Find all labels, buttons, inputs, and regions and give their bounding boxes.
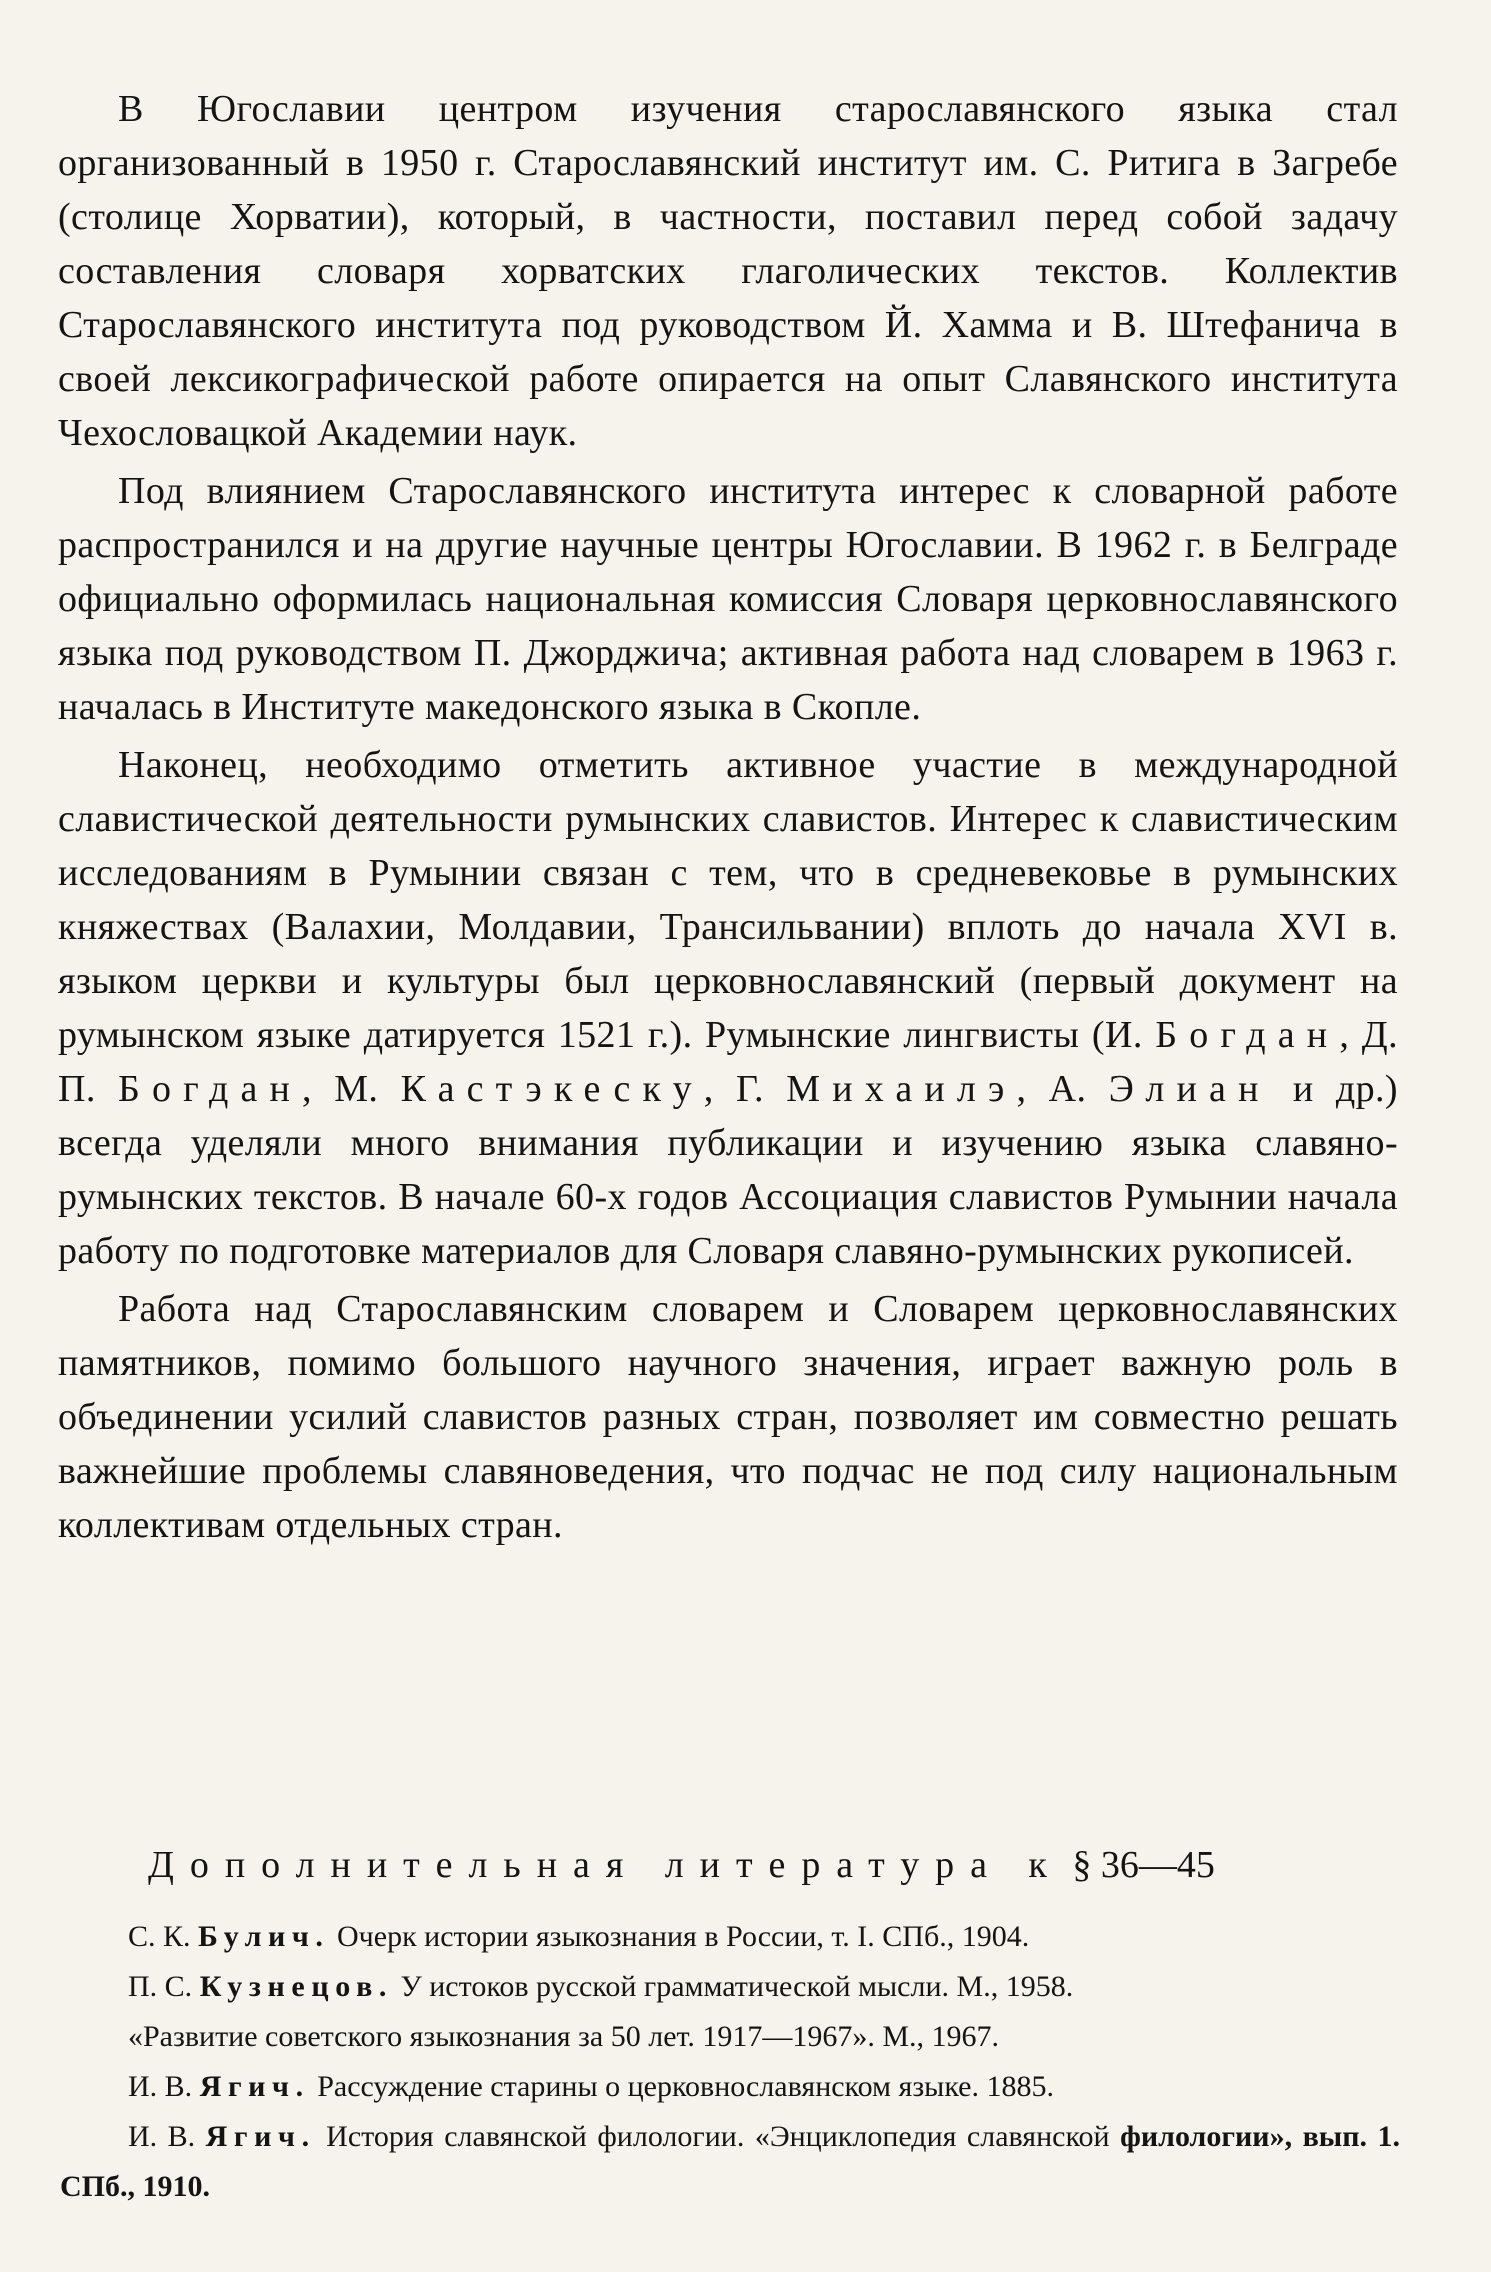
reference-author: Ягич. — [205, 2120, 316, 2153]
paragraph-romania-part-5: , А. — [1016, 1068, 1109, 1110]
spaced-name-elian: Элиан — [1108, 1068, 1271, 1110]
reference-author: Ягич. — [199, 2070, 310, 2103]
reference-initials: С. К. — [128, 1920, 199, 1953]
spaced-name-kastekesku: Кастэкеску — [400, 1068, 704, 1110]
paragraph-staroslav-influence: Под влиянием Старославянского института интерес к словарной работе распространился и на другие научные центры Югославии. В 1962 г. в Белграде официально оформилась национальная комиссия Словаря церковнославянского языка под руководством П. Джорджича; активная работа над словарем в 1963 г. началась в Институте македонского языка в Скопле. — [58, 470, 1398, 728]
reference-item — [60, 2112, 1400, 2212]
heading-section-ref: § 36—45 — [1072, 1844, 1215, 1886]
section-heading — [148, 1838, 1398, 1892]
paragraph-romania — [58, 738, 1398, 1278]
paragraph-romania-part-4: , Г. — [703, 1068, 787, 1110]
paragraph-romania-part-3: , М. — [302, 1068, 401, 1110]
reference-initials: П. С. — [128, 1970, 200, 2003]
spaced-name-mihaile: Михаилэ — [786, 1068, 1017, 1110]
reference-item — [60, 1912, 1400, 1962]
reference-publication: филологии», вып. 1. СПб., 1910. — [60, 2120, 1400, 2203]
paragraph-conclusion: Работа над Старославянским словарем и Словарем церковнославянских памятников, помимо большого научного значения, играет важную роль в объединении усилий славистов разных стран, позволяет им совместно решать важнейшие проблемы славяноведения, что подчас не под силу национальным коллективам отдельных стран. — [58, 1288, 1398, 1546]
reference-author: Кузнецов. — [199, 1970, 393, 2003]
reference-item — [60, 2062, 1400, 2112]
reference-initials: И. В. — [128, 2120, 206, 2153]
reference-title: История славянской филологии. «Энциклопедия славянской — [315, 2120, 1121, 2153]
reference-title: Рассуждение старины о церковнославянском языке. 1885. — [309, 2070, 1054, 2103]
reference-initials: И. В. — [128, 2070, 200, 2103]
paragraph-romania-part-6: и др.) всегда уделяли много внимания публикации и изучению языка славяно-румынских текстов. В начале 60-х годов Ассоциация славистов Румынии начала работу по подготовке материалов для Словаря славяно-румынских рукописей. — [58, 1068, 1398, 1272]
reference-item — [60, 2012, 1400, 2062]
paragraph-yugoslavia: В Югославии центром изучения старославянского языка стал организованный в 1950 г. Старославянский институт им. С. Ритига в Загребе (столице Хорватии), который, в частности, поставил перед собой задачу составления словаря хорватских глаголических текстов. Коллектив Старославянского института под руководством Й. Хамма и В. Штефанича в своей лексикографической работе опирается на опыт Славянского института Чехословацкой Академии наук. — [58, 88, 1398, 454]
paragraph-romania-part-1: Наконец, необходимо отметить активное участие в международной славистической деятельности румынских славистов. Интерес к славистическим исследованиям в Румынии связан с тем, что в средневековье в румынских княжествах (Валахии, Молдавии, Трансильвании) вплоть до начала XVI в. языком церкви и культуры был церковнославянский (первый документ на румынском языке датируется 1521 г.). Румынские лингвисты (И. — [58, 744, 1398, 1056]
heading-title: Дополнительная литература к — [148, 1844, 1063, 1886]
paragraph-romania-part-2: , Д. П. — [58, 1014, 1398, 1110]
reference-author: Булич. — [198, 1920, 330, 1953]
reference-title: У истоков русской грамматической мысли. М., 1958. — [393, 1970, 1074, 2003]
reference-title: «Развитие советского языкознания за 50 лет. 1917—1967». М., 1967. — [128, 2020, 1000, 2053]
main-text — [58, 82, 1398, 1556]
reference-list — [60, 1912, 1400, 2212]
spaced-name-bogdan-1: Богдан — [1155, 1014, 1340, 1056]
spaced-name-bogdan-2: Богдан — [118, 1068, 303, 1110]
reference-title: Очерк истории языкознания в России, т. I. СПб., 1904. — [329, 1920, 1030, 1953]
reference-item — [60, 1962, 1400, 2012]
